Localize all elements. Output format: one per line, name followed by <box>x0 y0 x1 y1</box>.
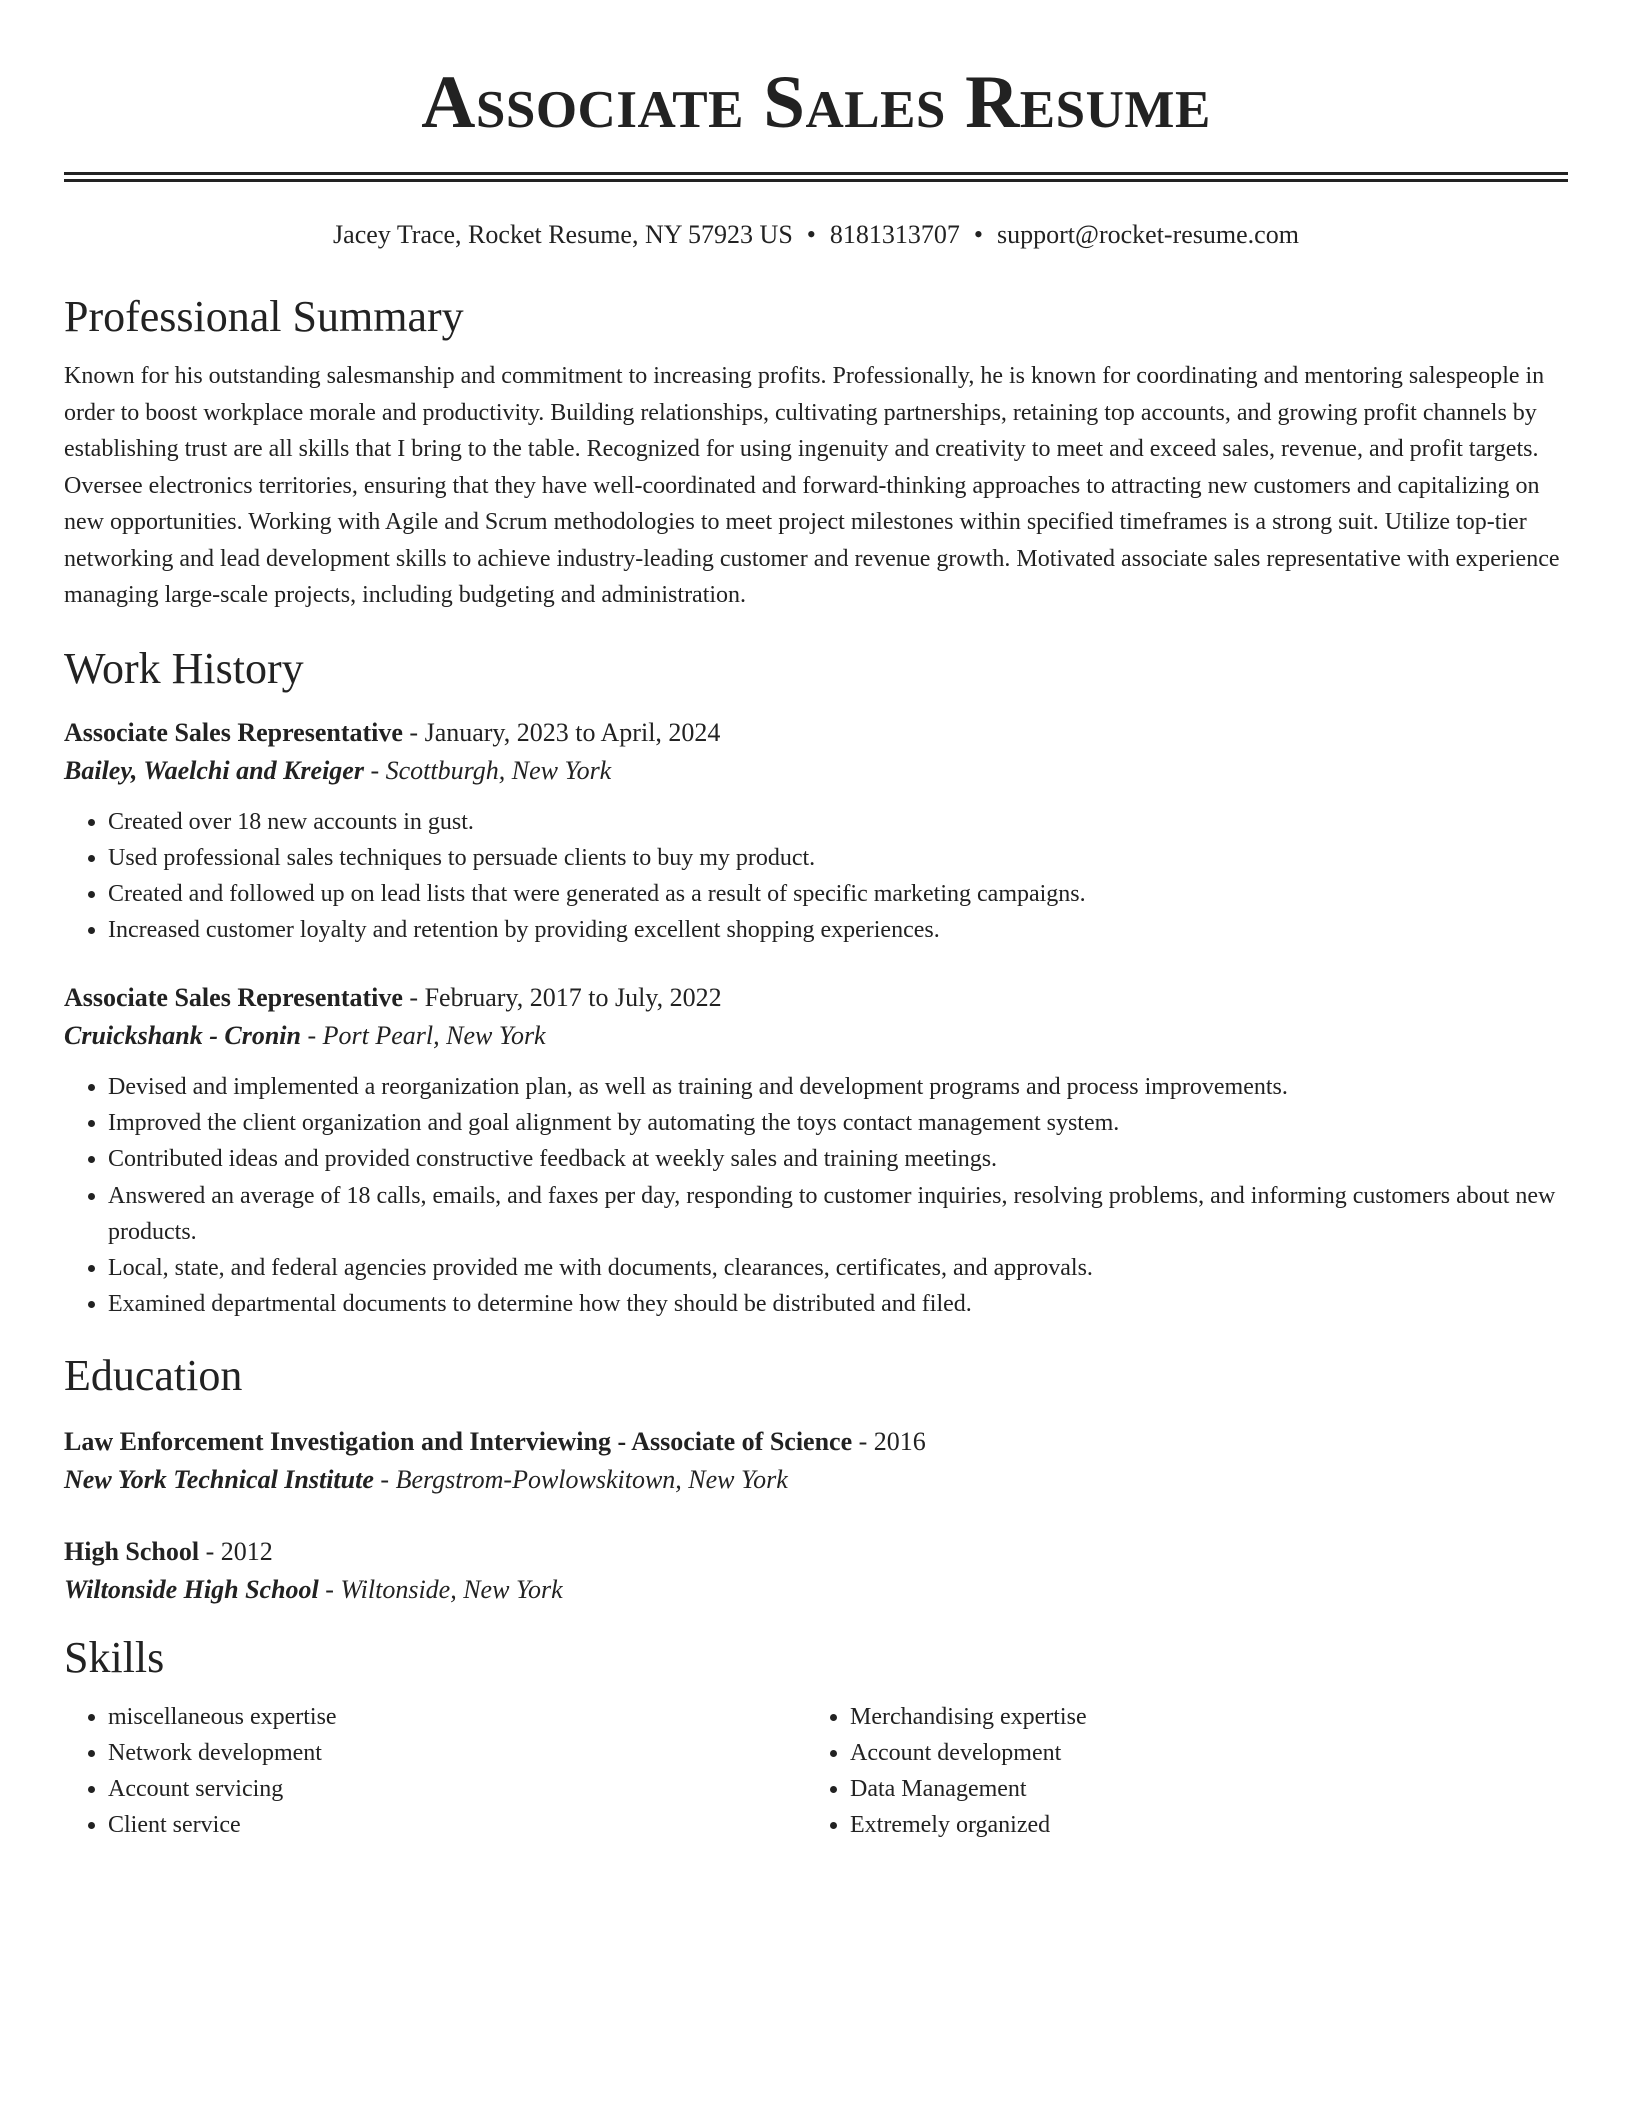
job-dates: January, 2023 to April, 2024 <box>424 717 721 747</box>
job-employer-line <box>64 1017 1568 1055</box>
education-school: New York Technical Institute <box>64 1464 374 1494</box>
job-entry <box>64 979 1568 1323</box>
dash: - <box>307 1020 317 1050</box>
contact-separator: • <box>806 220 816 249</box>
job-bullet: • Answered an average of 18 calls, emails, and faxes per day, responding to customer inquiries, resolving problems, and informing customers about new products. <box>108 1178 1568 1251</box>
job-location: Port Pearl, New York <box>322 1020 546 1050</box>
job-bullet: • Contributed ideas and provided constructive feedback at weekly sales and training meetings. <box>108 1141 1568 1177</box>
dash: - <box>409 717 419 747</box>
education-school-line <box>64 1461 1568 1499</box>
job-bullet: • Examined departmental documents to determine how they should be distributed and filed. <box>108 1286 1568 1322</box>
job-bullet: • Created and followed up on lead lists that were generated as a result of specific marketing campaigns. <box>108 876 1568 912</box>
education-degree-line <box>64 1533 1568 1571</box>
education-school: Wiltonside High School <box>64 1574 319 1604</box>
contact-address: Jacey Trace, Rocket Resume, NY 57923 US <box>333 220 793 249</box>
job-employer-line <box>64 752 1568 790</box>
education-school-line <box>64 1571 1568 1609</box>
job-bullet: • Increased customer loyalty and retention by providing excellent shopping experiences. <box>108 912 1568 948</box>
job-bullet: • Used professional sales techniques to persuade clients to buy my product. <box>108 840 1568 876</box>
summary-heading: Professional Summary <box>64 292 464 341</box>
summary-text: Known for his outstanding salesmanship and commitment to increasing profits. Professionally, he is known for coordinating and mentoring salespeople in order to boost workplace morale and productivity. Building relationships, cultivating partnerships, retaining top accounts, and growing profit channels by establishing trust are all skills that I bring to the table. Recognized for using ingenuity and creativity to meet and exceed sales, revenue, and profit targets. Oversee electronics territories, ensuring that they have well-coordinated and forward-thinking approaches to attracting new customers and capitalizing on new opportunities. Working with Agile and Scrum methodologies to meet project milestones within specified timeframes is a strong suit. Utilize top-tier networking and lead development skills to achieve industry-leading customer and revenue growth. Motivated associate sales representative with experience managing large-scale projects, including budgeting and administration. <box>64 363 1560 608</box>
education-location: Wiltonside, New York <box>340 1574 563 1604</box>
job-title: Associate Sales Representative <box>64 982 403 1012</box>
job-bullet: • Created over 18 new accounts in gust. <box>108 804 1568 840</box>
skills-heading: Skills <box>64 1632 165 1682</box>
dash: - <box>370 755 380 785</box>
education-section <box>64 1349 1568 1609</box>
skill-item: • Extremely organized <box>850 1807 1548 1843</box>
dash: - <box>325 1574 334 1604</box>
title-double-rule <box>64 172 1568 182</box>
education-degree: High School <box>64 1536 200 1566</box>
job-bullet: • Local, state, and federal agencies provided me with documents, clearances, certificates, and approvals. <box>108 1250 1568 1286</box>
skills-column-left <box>64 1699 806 1843</box>
dash: - <box>205 1536 215 1566</box>
job-company: Cruickshank - Cronin <box>64 1020 301 1050</box>
contact-line <box>64 218 1568 252</box>
job-bullet-list <box>64 804 1568 949</box>
job-company: Bailey, Waelchi and Kreiger <box>64 755 364 785</box>
resume-title: Associate Sales Resume <box>421 61 1211 144</box>
contact-phone: 8181313707 <box>829 220 960 249</box>
education-heading: Education <box>64 1350 243 1400</box>
education-year: 2012 <box>220 1536 273 1566</box>
summary-section <box>64 290 1568 614</box>
skill-item: • Network development <box>108 1735 806 1771</box>
dash: - <box>380 1464 390 1494</box>
skill-item: • Merchandising expertise <box>850 1699 1548 1735</box>
job-header <box>64 979 1568 1017</box>
education-degree-line <box>64 1423 1568 1461</box>
skill-item: • Account development <box>850 1735 1548 1771</box>
education-entry <box>64 1533 1568 1609</box>
job-dates: February, 2017 to July, 2022 <box>424 982 722 1012</box>
skills-column-right <box>806 1699 1548 1843</box>
skill-item: • Client service <box>108 1807 806 1843</box>
education-year: 2016 <box>873 1426 926 1456</box>
job-title: Associate Sales Representative <box>64 717 403 747</box>
job-bullet: • Improved the client organization and goal alignment by automating the toys contact management system. <box>108 1105 1568 1141</box>
job-header <box>64 714 1568 752</box>
job-entry <box>64 714 1568 949</box>
dash: - <box>858 1426 868 1456</box>
contact-email: support@rocket-resume.com <box>997 220 1299 249</box>
contact-separator: • <box>973 220 984 249</box>
education-location: Bergstrom-Powlowskitown, New York <box>395 1464 788 1494</box>
education-entry <box>64 1423 1568 1499</box>
skills-grid <box>64 1699 1568 1843</box>
job-bullet: • Devised and implemented a reorganization plan, as well as training and development programs and process improvements. <box>108 1069 1568 1105</box>
job-bullet-list <box>64 1069 1568 1323</box>
dash: - <box>409 982 419 1012</box>
work-history-section <box>64 642 1568 1323</box>
skills-section <box>64 1631 1568 1843</box>
skill-item: • Account servicing <box>108 1771 806 1807</box>
education-degree: Law Enforcement Investigation and Interviewing - Associate of Science <box>64 1426 853 1456</box>
work-history-heading: Work History <box>64 643 304 693</box>
skill-item: • miscellaneous expertise <box>108 1699 806 1735</box>
skill-item: • Data Management <box>850 1771 1548 1807</box>
job-location: Scottburgh, New York <box>385 755 612 785</box>
